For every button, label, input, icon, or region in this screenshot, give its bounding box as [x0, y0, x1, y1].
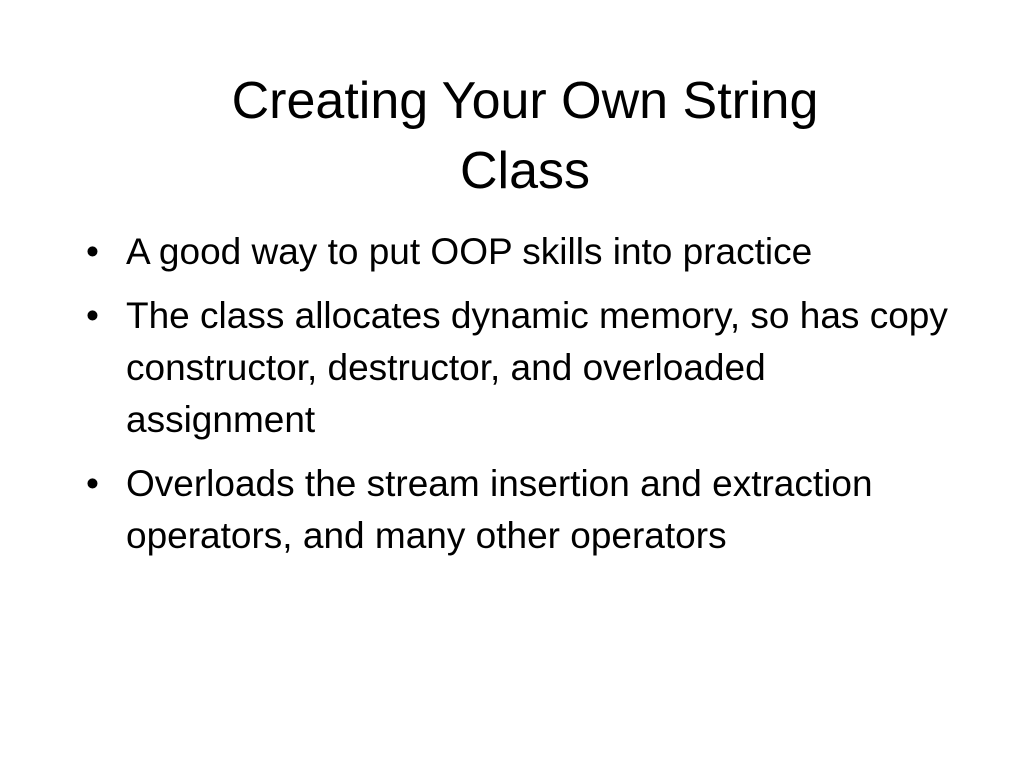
bullet-item: [86, 458, 956, 562]
bullet-dot-icon: •: [86, 295, 99, 336]
slide-title-line: Class: [459, 142, 591, 200]
slide-title: [100, 66, 950, 206]
bullet-dot-icon: •: [86, 463, 99, 504]
bullet-text: Overloads the stream insertion and extraction operators, and many other operators: [126, 463, 873, 556]
bullet-text: The class allocates dynamic memory, so has copy constructor, destructor, and overloaded assignment: [126, 295, 948, 440]
slide-title-line: Creating Your Own String: [231, 72, 819, 130]
bullet-dot-icon: •: [86, 231, 99, 272]
bullet-item: [86, 226, 956, 278]
bullet-text: A good way to put OOP skills into practice: [126, 231, 813, 272]
bullet-list: [86, 226, 956, 574]
bullet-item: [86, 290, 956, 446]
